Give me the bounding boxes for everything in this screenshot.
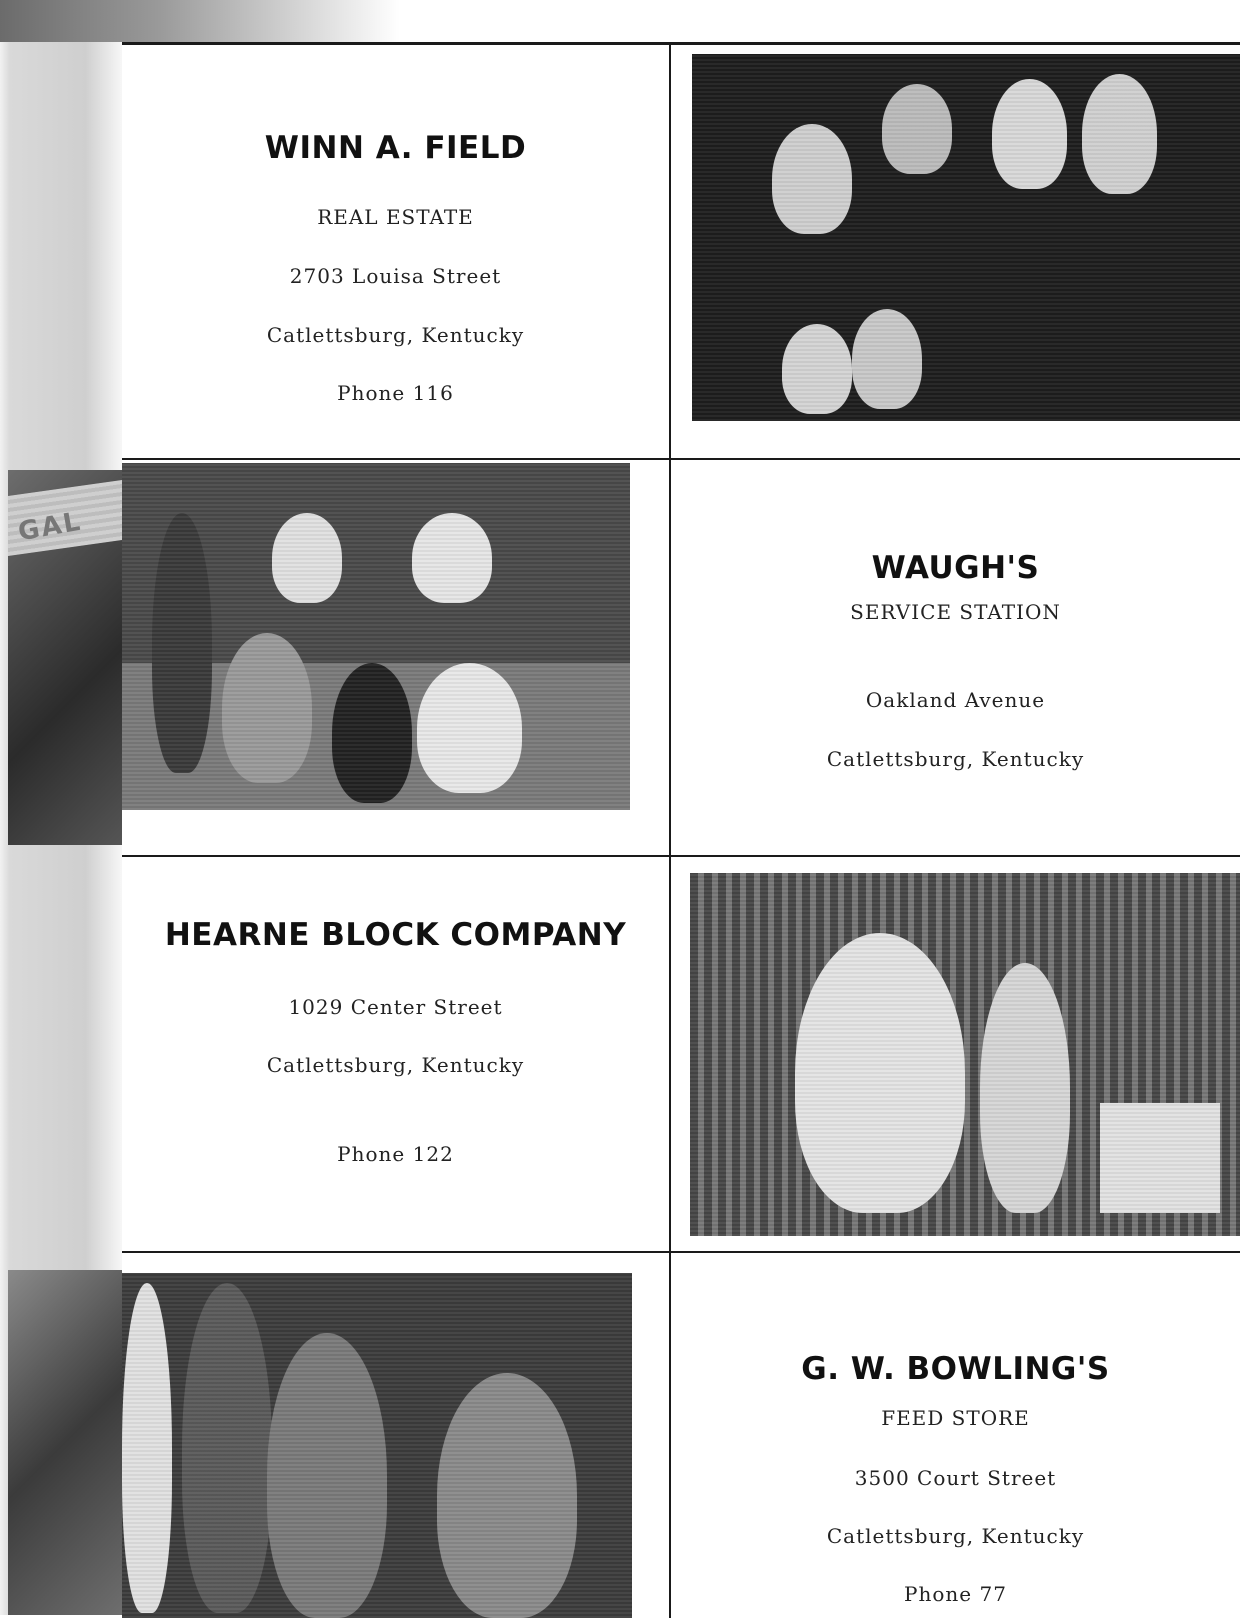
binding-shadow xyxy=(0,0,400,42)
ad-phone: Phone 116 xyxy=(337,381,454,405)
photo-group-by-car xyxy=(122,463,630,810)
ad-address: 3500 Court Street xyxy=(854,1466,1057,1490)
ad-city: Catlettsburg, Kentucky xyxy=(826,747,1085,771)
ad-line: REAL ESTATE xyxy=(317,205,474,229)
ad-gw-bowlings xyxy=(671,1253,1240,1618)
ad-address: Oakland Avenue xyxy=(865,688,1046,712)
ad-phone: Phone 122 xyxy=(337,1142,454,1166)
ad-waughs xyxy=(671,460,1240,855)
photo-library-students xyxy=(690,873,1240,1236)
previous-page-sign-text: GAL xyxy=(15,506,85,548)
photo-students-dancing xyxy=(122,1273,632,1618)
ad-hearne-block-company xyxy=(122,857,669,1251)
previous-page-edge xyxy=(0,0,122,1615)
previous-page-photo-bottom xyxy=(8,1270,122,1615)
ad-address: 2703 Louisa Street xyxy=(289,264,502,288)
advertisement-page xyxy=(122,42,1240,1618)
ad-winn-a-field xyxy=(122,45,669,458)
ad-business-name: WAUGH'S xyxy=(871,550,1040,586)
ad-city: Catlettsburg, Kentucky xyxy=(266,323,525,347)
ad-business-name: HEARNE BLOCK COMPANY xyxy=(164,917,627,953)
ad-address: 1029 Center Street xyxy=(288,995,503,1019)
photo-girls-in-headscarves xyxy=(692,54,1240,421)
ad-phone: Phone 77 xyxy=(904,1582,1007,1606)
ad-business-name: WINN A. FIELD xyxy=(264,130,527,166)
ad-line: FEED STORE xyxy=(881,1406,1030,1430)
ad-business-name: G. W. BOWLING'S xyxy=(801,1351,1110,1387)
ad-line: SERVICE STATION xyxy=(850,600,1061,624)
ad-city: Catlettsburg, Kentucky xyxy=(826,1524,1085,1548)
ad-city: Catlettsburg, Kentucky xyxy=(266,1053,525,1077)
